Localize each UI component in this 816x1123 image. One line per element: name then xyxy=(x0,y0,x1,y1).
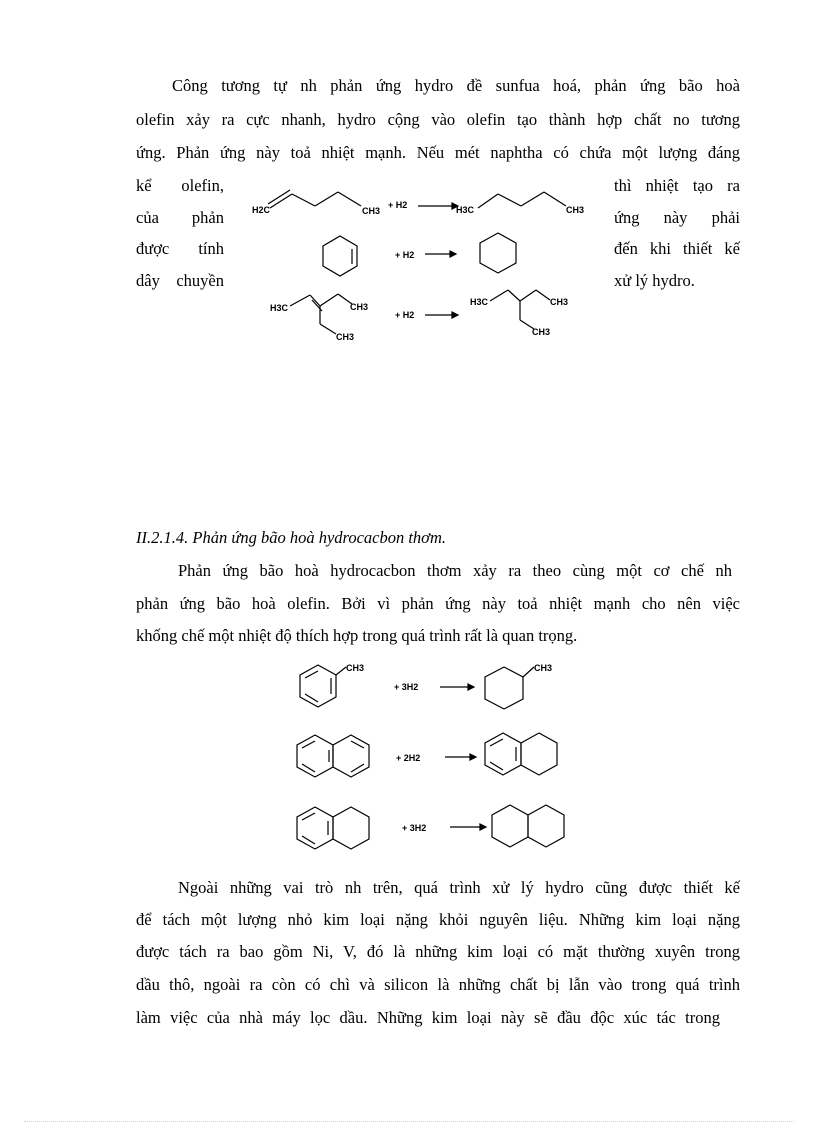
r1-right-a: H3C xyxy=(456,205,475,215)
para1-left-4: dây chuyền xyxy=(136,271,224,290)
r1-plus: + H2 xyxy=(388,200,408,210)
arom-r3-plus: + 3H2 xyxy=(402,823,427,833)
para1-line-1: Công tương tự nh phản ứng hydro đề sunfua hoá, phản ứng bão hoà xyxy=(172,76,740,95)
r3-right-c: CH3 xyxy=(532,327,551,337)
para1-right-2: ứng này phải xyxy=(614,208,740,227)
arom-r2-plus: + 2H2 xyxy=(396,753,421,763)
para1-right-1: thì nhiệt tạo ra xyxy=(614,176,740,195)
r3-left-c: CH3 xyxy=(336,332,355,342)
r1-left-a: H2C xyxy=(252,205,271,215)
para3-line-4: dầu thô, ngoài ra còn có chì và silicon là những chất bị lẫn vào trong quá trình xyxy=(136,975,740,994)
para1-right-4: xử lý hydro. xyxy=(614,271,695,290)
para1-line-2: olefin xảy ra cực nhanh, hydro cộng vào olefin tạo thành hợp chất no tương xyxy=(136,110,740,129)
arom-r1-plus: + 3H2 xyxy=(394,682,419,692)
r1-right-b: CH3 xyxy=(566,205,585,215)
toluene-methyl: CH3 xyxy=(346,663,365,673)
para2-line-1: Phản ứng bão hoà hydrocacbon thơm xảy ra theo cùng một cơ chế nh xyxy=(178,561,732,580)
para2-line-2: phản ứng bão hoà olefin. Bởi vì phản ứng này toả nhiệt mạnh cho nên việc xyxy=(136,594,740,613)
r2-plus: + H2 xyxy=(395,250,415,260)
para1-right-3: đến khi thiết kế xyxy=(614,239,740,258)
aromatic-reactions-figure xyxy=(290,655,590,865)
footer-rule xyxy=(24,1121,794,1122)
section-heading: II.2.1.4. Phản ứng bão hoà hydrocacbon thơm. xyxy=(136,528,447,547)
para3-line-2: để tách một lượng nhỏ kim loại nặng khỏi nguyên liệu. Những kim loại nặng xyxy=(136,910,740,929)
r3-left-a: H3C xyxy=(270,303,289,313)
para1-line-3: ứng. Phản ứng này toả nhiệt mạnh. Nếu mét naphtha có chứa một lượng đáng xyxy=(136,143,740,162)
para3-line-1: Ngoài những vai trò nh trên, quá trình xử lý hydro cũng được thiết kế xyxy=(178,878,740,897)
para3-line-3: được tách ra bao gồm Ni, V, đó là những kim loại có mặt thường xuyên trong xyxy=(136,942,740,961)
para1-left-2: của phản xyxy=(136,208,224,227)
para3-line-5: làm việc của nhà máy lọc dầu. Những kim loại này sẽ đầu độc xúc tác trong xyxy=(136,1008,720,1027)
r3-right-b: CH3 xyxy=(550,297,569,307)
olefin-reactions-figure xyxy=(240,180,610,350)
r3-plus: + H2 xyxy=(395,310,415,320)
para1-left-3: được tính xyxy=(136,239,224,258)
methylcyclohexane-methyl: CH3 xyxy=(534,663,553,673)
r3-left-b: CH3 xyxy=(350,302,369,312)
para1-left-1: kể olefin, xyxy=(136,176,224,195)
para2-line-3: khống chế một nhiệt độ thích hợp trong quá trình rất là quan trọng. xyxy=(136,626,578,645)
r1-left-b: CH3 xyxy=(362,206,381,216)
r3-right-a: H3C xyxy=(470,297,489,307)
